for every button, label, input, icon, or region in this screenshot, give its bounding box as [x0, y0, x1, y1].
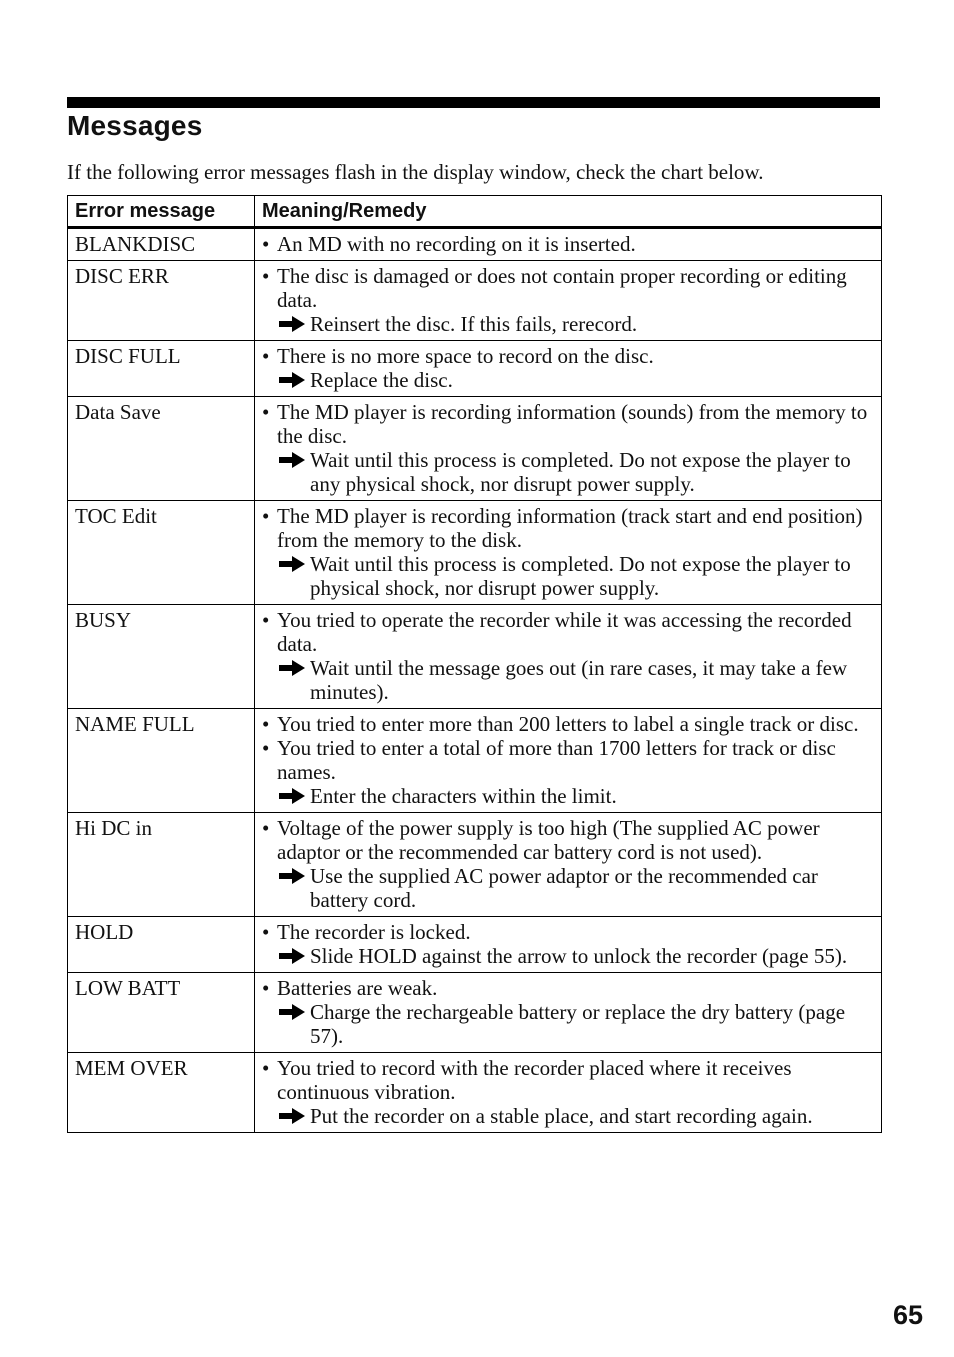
- cause-list: [262, 344, 874, 368]
- cause-item: • Batteries are weak.: [262, 976, 874, 1000]
- header-meaning-remedy: Meaning/Remedy: [255, 196, 882, 228]
- remedy-text: Wait until this process is completed. Do not expose the player to physical shock, nor disrupt power supply.: [310, 552, 851, 600]
- remedy-line: [262, 448, 874, 496]
- cause-item: • The MD player is recording information (sounds) from the memory to the disc.: [262, 400, 874, 448]
- remedy-line: [262, 552, 874, 600]
- meaning-remedy-cell: [255, 605, 882, 709]
- section-rule: [67, 97, 880, 108]
- remedy-line: [262, 312, 874, 336]
- cause-item: • Voltage of the power supply is too high (The supplied AC power adaptor or the recommended car battery cord is not used).: [262, 816, 874, 864]
- cause-list: [262, 1056, 874, 1104]
- remedy-line: [262, 1104, 874, 1128]
- meaning-remedy-cell: [255, 341, 882, 397]
- table-row: [68, 813, 882, 917]
- remedy-text: Wait until this process is completed. Do not expose the player to any physical shock, nor disrupt power supply.: [310, 448, 851, 496]
- remedy-text: Slide HOLD against the arrow to unlock the recorder (page 55).: [310, 944, 848, 968]
- page-number: 65: [892, 1300, 923, 1330]
- cause-item: • You tried to enter a total of more than 1700 letters for track or disc names.: [262, 736, 874, 784]
- table-row: [68, 228, 882, 261]
- right-arrow-icon: [278, 370, 306, 390]
- cause-list: [262, 608, 874, 656]
- meaning-remedy-cell: [255, 917, 882, 973]
- cause-item: • You tried to operate the recorder while it was accessing the recorded data.: [262, 608, 874, 656]
- right-arrow-icon: [278, 786, 306, 806]
- table-row: [68, 605, 882, 709]
- table-row: [68, 261, 882, 341]
- meaning-remedy-cell: [255, 709, 882, 813]
- meaning-remedy-cell: [255, 1053, 882, 1133]
- table-body: [68, 228, 882, 1133]
- remedy-line: [262, 944, 874, 968]
- cause-item: • An MD with no recording on it is inserted.: [262, 232, 874, 256]
- error-code: TOC Edit: [68, 501, 255, 605]
- table-row: [68, 341, 882, 397]
- remedy-text: Put the recorder on a stable place, and start recording again.: [310, 1104, 813, 1128]
- table-row: [68, 709, 882, 813]
- cause-item: • You tried to enter more than 200 letters to label a single track or disc.: [262, 712, 874, 736]
- cause-list: [262, 712, 874, 784]
- error-code: MEM OVER: [68, 1053, 255, 1133]
- right-arrow-icon: [278, 554, 306, 574]
- right-arrow-icon: [278, 314, 306, 334]
- right-arrow-icon: [278, 1106, 306, 1126]
- cause-list: [262, 232, 874, 256]
- cause-list: [262, 504, 874, 552]
- right-arrow-icon: [278, 450, 306, 470]
- table-row: [68, 1053, 882, 1133]
- intro-text: If the following error messages flash in the display window, check the chart below.: [67, 160, 764, 184]
- right-arrow-icon: [278, 946, 306, 966]
- table-row: [68, 973, 882, 1053]
- right-arrow-icon: [278, 1002, 306, 1022]
- cause-list: [262, 816, 874, 864]
- page-title: Messages: [67, 110, 203, 141]
- meaning-remedy-cell: [255, 813, 882, 917]
- remedy-text: Replace the disc.: [310, 368, 453, 392]
- table-row: [68, 917, 882, 973]
- error-code: BUSY: [68, 605, 255, 709]
- remedy-text: Reinsert the disc. If this fails, rerecord.: [310, 312, 638, 336]
- remedy-line: [262, 784, 874, 808]
- error-code: DISC ERR: [68, 261, 255, 341]
- error-code: Data Save: [68, 397, 255, 501]
- meaning-remedy-cell: [255, 261, 882, 341]
- error-code: DISC FULL: [68, 341, 255, 397]
- cause-item: • The recorder is locked.: [262, 920, 874, 944]
- cause-list: [262, 976, 874, 1000]
- messages-table: [67, 195, 882, 1133]
- remedy-line: [262, 656, 874, 704]
- error-code: Hi DC in: [68, 813, 255, 917]
- meaning-remedy-cell: [255, 228, 882, 261]
- meaning-remedy-cell: [255, 397, 882, 501]
- right-arrow-icon: [278, 658, 306, 678]
- meaning-remedy-cell: [255, 501, 882, 605]
- header-error-message: Error message: [68, 196, 255, 228]
- remedy-line: [262, 1000, 874, 1048]
- table-row: [68, 501, 882, 605]
- remedy-text: Use the supplied AC power adaptor or the recommended car battery cord.: [310, 864, 818, 912]
- remedy-text: Enter the characters within the limit.: [310, 784, 617, 808]
- remedy-line: [262, 368, 874, 392]
- cause-list: [262, 920, 874, 944]
- cause-list: [262, 400, 874, 448]
- cause-item: • You tried to record with the recorder placed where it receives continuous vibration.: [262, 1056, 874, 1104]
- table-header-row: [68, 196, 882, 228]
- error-code: HOLD: [68, 917, 255, 973]
- meaning-remedy-cell: [255, 973, 882, 1053]
- cause-list: [262, 264, 874, 312]
- right-arrow-icon: [278, 866, 306, 886]
- cause-item: • The disc is damaged or does not contain proper recording or editing data.: [262, 264, 874, 312]
- remedy-text: Wait until the message goes out (in rare cases, it may take a few minutes).: [310, 656, 848, 704]
- cause-item: • There is no more space to record on the disc.: [262, 344, 874, 368]
- remedy-line: [262, 864, 874, 912]
- remedy-text: Charge the rechargeable battery or replace the dry battery (page 57).: [310, 1000, 846, 1048]
- cause-item: • The MD player is recording information (track start and end position) from the memory to the disk.: [262, 504, 874, 552]
- error-code: LOW BATT: [68, 973, 255, 1053]
- error-code: NAME FULL: [68, 709, 255, 813]
- error-code: BLANKDISC: [68, 228, 255, 261]
- table-row: [68, 397, 882, 501]
